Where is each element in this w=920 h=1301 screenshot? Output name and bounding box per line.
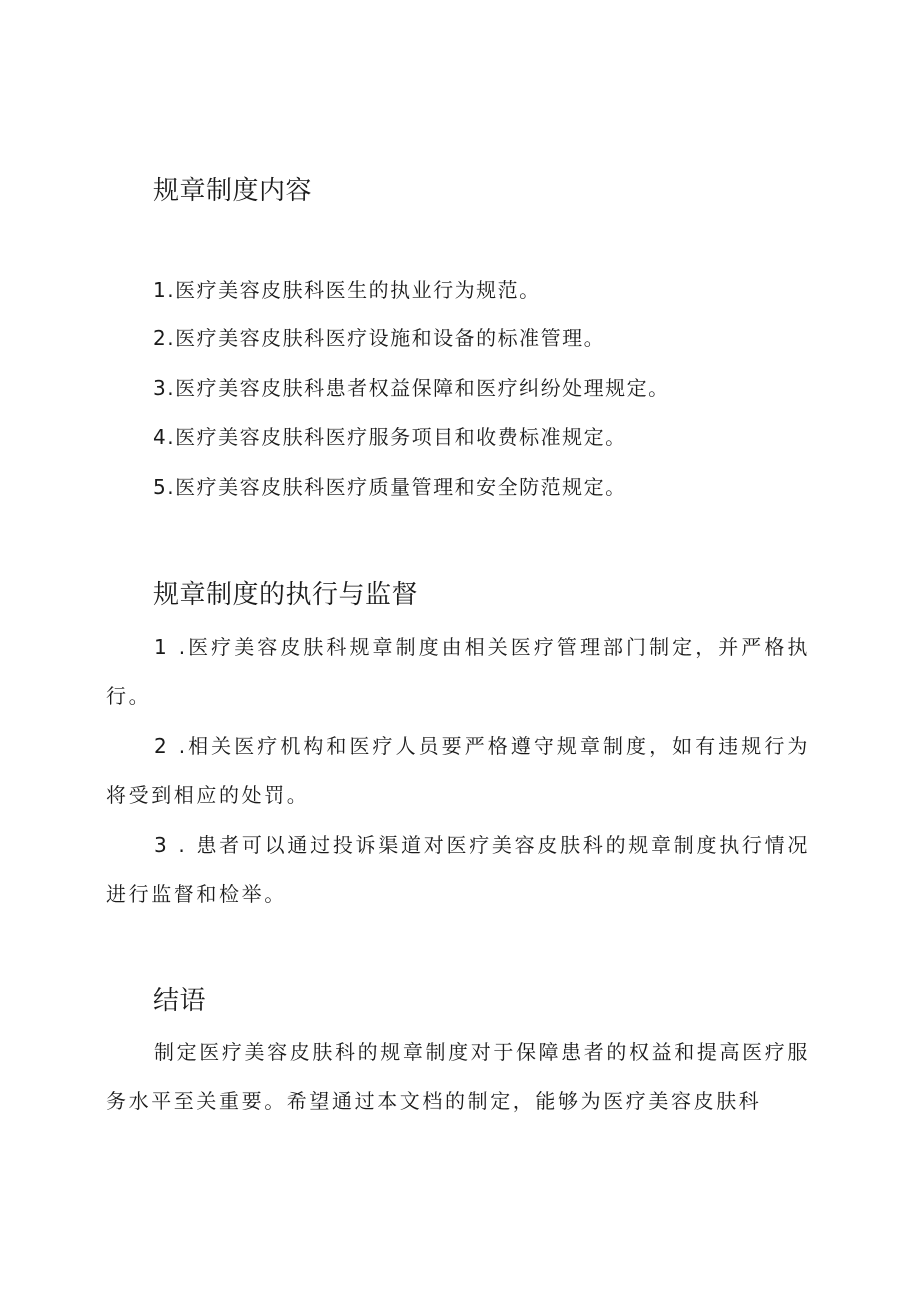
list-item-number: 3	[153, 376, 168, 400]
list-item-number: 2	[153, 326, 168, 350]
list-item-number: 1	[153, 278, 168, 302]
list-item-text: 医疗美容皮肤科医生的执业行为规范。	[175, 278, 541, 302]
list-item-number: 5	[153, 475, 168, 499]
list-item-separator: .	[167, 376, 176, 400]
list-item-text: 医疗美容皮肤科医疗设施和设备的标准管理。	[175, 326, 606, 350]
list-item-separator: .	[167, 475, 176, 499]
list-item	[153, 324, 605, 352]
list-item-text: 医疗美容皮肤科医疗服务项目和收费标准规定。	[175, 425, 627, 449]
paragraph: 1 .医疗美容皮肤科规章制度由相关医疗管理部门制定，并严格执行。	[106, 635, 810, 708]
paragraph: 2 .相关医疗机构和医疗人员要严格遵守规章制度，如有违规行为将受到相应的处罚。	[106, 734, 810, 807]
paragraph: 制定医疗美容皮肤科的规章制度对于保障患者的权益和提高医疗服务水平至关重要。希望通过本文档的制定，能够为医疗美容皮肤科	[106, 1040, 810, 1113]
list-item	[153, 374, 670, 402]
list-item-text: 医疗美容皮肤科患者权益保障和医疗纠纷处理规定。	[175, 376, 670, 400]
list-item-separator: .	[167, 425, 176, 449]
list-item-separator: .	[167, 326, 176, 350]
section-title-content: 规章制度内容	[153, 176, 313, 206]
paragraph: 3 . 患者可以通过投诉渠道对医疗美容皮肤科的规章制度执行情况进行监督和检举。	[106, 833, 810, 906]
section-title-enforcement: 规章制度的执行与监督	[153, 580, 419, 610]
list-item	[153, 276, 541, 304]
list-item	[153, 423, 627, 451]
list-item	[153, 473, 627, 501]
section-title-conclusion: 结语	[153, 986, 207, 1016]
list-item-text: 医疗美容皮肤科医疗质量管理和安全防范规定。	[175, 475, 627, 499]
list-item-separator: .	[167, 278, 176, 302]
list-item-number: 4	[153, 425, 168, 449]
